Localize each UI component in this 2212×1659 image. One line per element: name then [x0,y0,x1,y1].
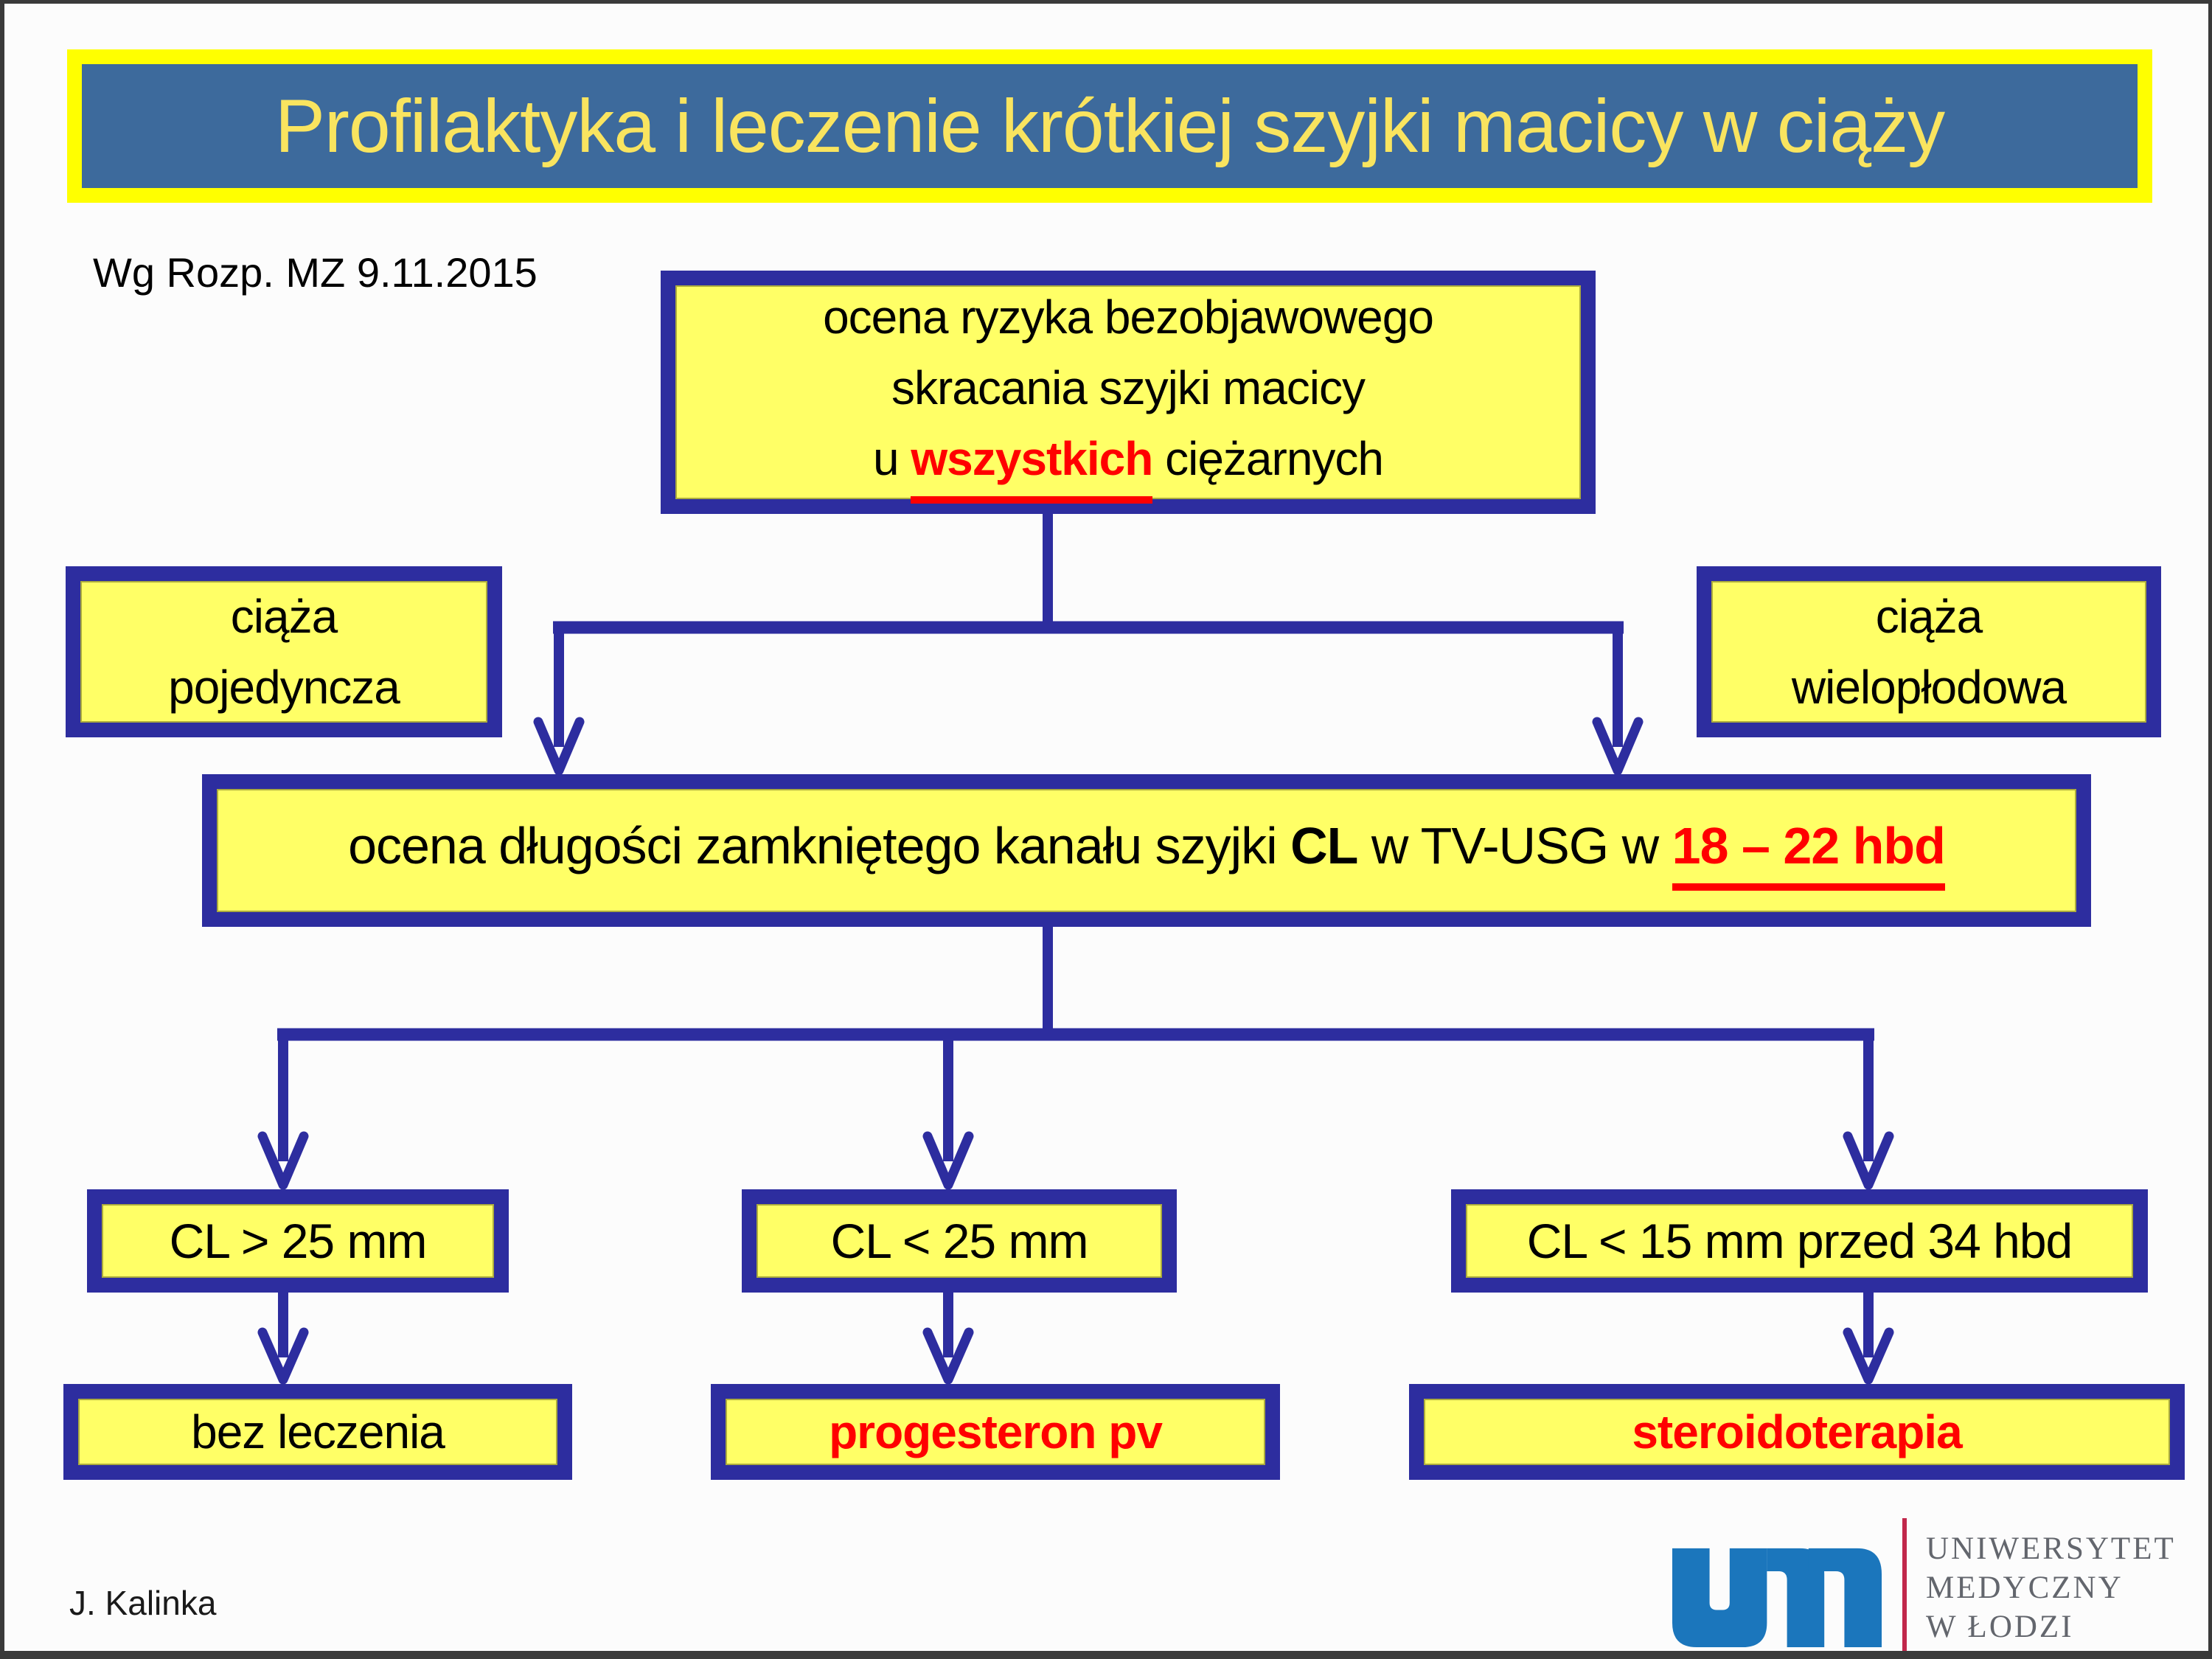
node-risk-assessment [661,271,1596,514]
arrowhead-down-icon [928,1136,969,1185]
node-text-line: CL < 15 mm przed 34 hbd [1526,1214,2073,1268]
node-text-line: steroidoterapia [1632,1405,1962,1458]
node-cl-under-25 [742,1189,1177,1293]
university-name-line: UNIWERSYTET [1926,1531,2176,1566]
node-text-line: pojedyncza [168,661,400,714]
node-singleton-pregnancy [66,566,502,737]
node-text-line: ciąża [1875,590,1983,643]
node-text-line: ocena ryzyka bezobjawowego [823,290,1433,344]
logo-divider [1902,1518,1907,1657]
node-text-line: wielopłodowa [1791,661,2067,714]
university-name-line: MEDYCZNY [1926,1570,2124,1605]
arrowhead-down-icon [1848,1136,1889,1185]
um-logo-icon [1672,1541,1882,1652]
highlight-wszystkich: wszystkich [911,423,1152,504]
highlight-18-22-hbd: 18 – 22 hbd [1672,810,1945,891]
arrowhead-down-icon [262,1136,304,1185]
node-text-line: progesteron pv [829,1405,1162,1458]
title-banner [67,49,2152,203]
university-logo [1672,1517,2196,1658]
node-text-line: CL < 25 mm [830,1214,1088,1268]
node-text-line: bez leczenia [191,1405,445,1458]
node-cl-under-15 [1451,1189,2148,1293]
arrowhead-down-icon [1597,722,1638,771]
arrowhead-down-icon [928,1332,969,1380]
node-progesterone [711,1384,1280,1480]
arrowhead-down-icon [538,722,580,771]
cl-abbreviation: CL [1290,817,1358,874]
node-multiple-pregnancy [1697,566,2161,737]
arrowhead-down-icon [262,1332,304,1380]
node-text-line: u wszystkich ciężarnych [873,423,1383,504]
university-name [1926,1529,2176,1646]
reference-text: Wg Rozp. MZ 9.11.2015 [93,249,538,296]
node-no-treatment [63,1384,572,1480]
node-text-line: ciąża [230,590,338,643]
node-cl-over-25 [87,1189,509,1293]
node-text-line: CL > 25 mm [169,1214,427,1268]
university-name-line: W ŁODZI [1926,1609,2074,1644]
arrowhead-down-icon [1848,1332,1889,1380]
node-steroid-therapy [1409,1384,2185,1480]
node-text-line: ocena długości zamkniętego kanału szyjki CL w TV-USG w 18 – 22 hbd [348,810,1945,891]
node-text-line: skracania szyjki macicy [891,361,1366,414]
node-cervical-length-measurement [202,774,2091,927]
author-text: J. Kalinka [69,1584,217,1622]
page-title: Profilaktyka i leczenie krótkiej szyjki macicy w ciąży [274,83,1945,168]
title-background [82,64,2138,188]
